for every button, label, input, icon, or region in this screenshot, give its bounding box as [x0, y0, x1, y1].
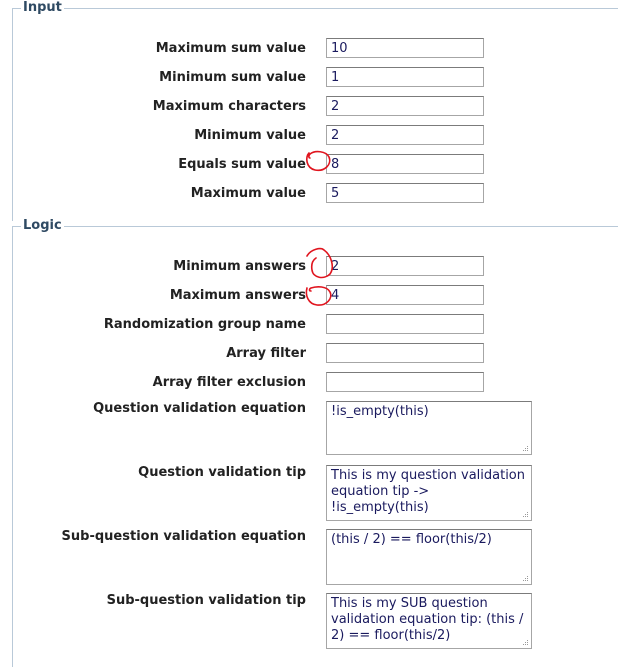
min-answers-input[interactable]: 2 [326, 256, 484, 276]
logic-legend: Logic [23, 218, 62, 233]
min-sum-label: Minimum sum value [159, 70, 306, 85]
max-value-input[interactable]: 5 [326, 183, 484, 203]
equals-sum-label: Equals sum value [178, 157, 306, 172]
question-validation-eq-label: Question validation equation [93, 401, 306, 416]
min-answers-label: Minimum answers [173, 259, 306, 274]
subquestion-validation-eq-textarea[interactable] [326, 529, 532, 585]
field-row-array-filter [13, 343, 618, 367]
field-row-max-value [13, 183, 618, 207]
subquestion-validation-tip-textarea[interactable] [326, 593, 532, 649]
field-row-max-sum [13, 38, 618, 62]
field-row-array-filter-exclusion [13, 372, 618, 396]
resize-grip-icon[interactable] [521, 574, 529, 582]
field-row-subquestion-validation-eq [13, 529, 618, 585]
field-row-min-answers [13, 256, 618, 280]
question-validation-eq-text: !is_empty(this) [331, 404, 429, 419]
array-filter-exclusion-label: Array filter exclusion [152, 375, 306, 390]
question-validation-eq-textarea[interactable] [326, 401, 532, 455]
field-row-question-validation-eq [13, 401, 618, 457]
random-group-label: Randomization group name [103, 317, 306, 332]
equals-sum-input[interactable]: 8 [326, 154, 484, 174]
subquestion-validation-eq-label: Sub-question validation equation [61, 529, 306, 544]
max-chars-input[interactable]: 2 [326, 96, 484, 116]
field-row-random-group [13, 314, 618, 338]
resize-grip-icon[interactable] [521, 444, 529, 452]
max-sum-label: Maximum sum value [155, 41, 306, 56]
resize-grip-icon[interactable] [521, 510, 529, 518]
array-filter-exclusion-input[interactable] [326, 372, 484, 392]
field-row-subquestion-validation-tip [13, 593, 618, 649]
max-answers-input[interactable]: 4 [326, 285, 484, 305]
array-filter-input[interactable] [326, 343, 484, 363]
field-row-max-answers [13, 285, 618, 309]
question-validation-tip-textarea[interactable] [326, 465, 532, 521]
min-value-input[interactable]: 2 [326, 125, 484, 145]
array-filter-label: Array filter [226, 346, 306, 361]
field-row-question-validation-tip [13, 465, 618, 521]
max-answers-label: Maximum answers [169, 288, 306, 303]
max-chars-label: Maximum characters [152, 99, 306, 114]
input-legend: Input [23, 0, 62, 15]
subquestion-validation-tip-text: This is my SUB question validation equation tip: (this / 2) == floor(this/2) [331, 596, 524, 643]
field-row-max-chars [13, 96, 618, 120]
question-validation-tip-text: This is my question validation equation tip -> !is_empty(this) [331, 468, 526, 515]
max-value-label: Maximum value [190, 186, 306, 201]
input-section [12, 0, 618, 221]
question-validation-tip-label: Question validation tip [138, 465, 306, 480]
field-row-min-value [13, 125, 618, 149]
resize-grip-icon[interactable] [521, 638, 529, 646]
field-row-min-sum [13, 67, 618, 91]
random-group-input[interactable] [326, 314, 484, 334]
subquestion-validation-eq-text: (this / 2) == floor(this/2) [331, 532, 492, 547]
subquestion-validation-tip-label: Sub-question validation tip [106, 593, 306, 608]
logic-section [12, 218, 618, 667]
min-value-label: Minimum value [194, 128, 306, 143]
max-sum-input[interactable]: 10 [326, 38, 484, 58]
min-sum-input[interactable]: 1 [326, 67, 484, 87]
field-row-equals-sum [13, 154, 618, 178]
